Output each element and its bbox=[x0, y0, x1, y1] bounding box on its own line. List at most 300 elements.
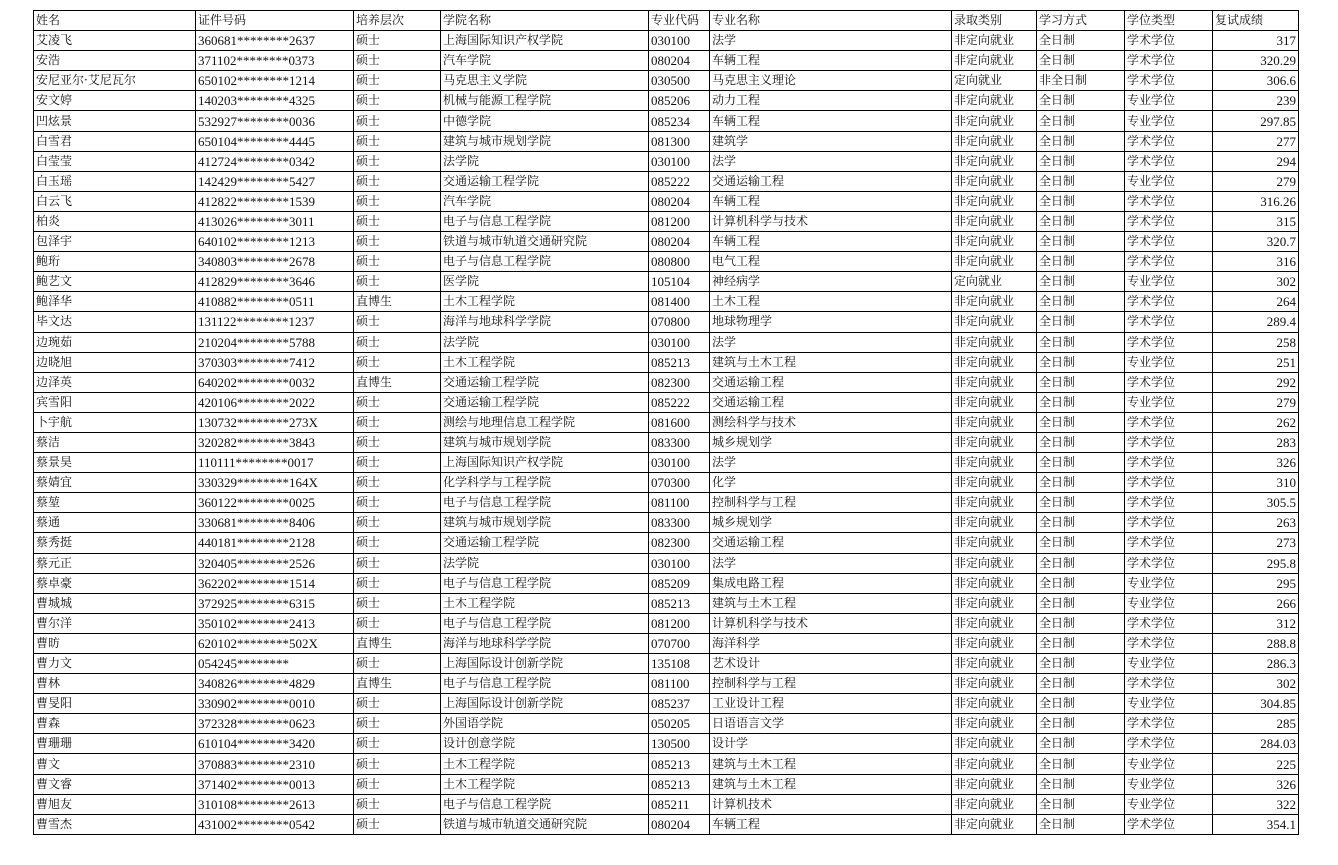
table-row bbox=[34, 332, 1299, 352]
cell-admission-type: 非定向就业 bbox=[952, 573, 1037, 593]
cell-major-name: 交通运输工程 bbox=[710, 171, 952, 191]
cell-degree-type: 专业学位 bbox=[1125, 392, 1213, 412]
cell-major-name: 城乡规划学 bbox=[710, 513, 952, 533]
cell-level: 硕士 bbox=[354, 171, 441, 191]
cell-major-code: 030100 bbox=[649, 453, 710, 473]
cell-study-mode: 全日制 bbox=[1037, 754, 1125, 774]
cell-name: 白云飞 bbox=[34, 191, 196, 211]
cell-level: 硕士 bbox=[354, 533, 441, 553]
cell-major-code: 135108 bbox=[649, 654, 710, 674]
cell-major-code: 083300 bbox=[649, 432, 710, 452]
header-college: 学院名称 bbox=[441, 11, 649, 31]
cell-level: 硕士 bbox=[354, 553, 441, 573]
cell-study-mode: 全日制 bbox=[1037, 191, 1125, 211]
cell-level: 硕士 bbox=[354, 453, 441, 473]
cell-college: 测绘与地理信息工程学院 bbox=[441, 412, 649, 432]
table-row bbox=[34, 513, 1299, 533]
cell-major-code: 081600 bbox=[649, 412, 710, 432]
cell-major-code: 080204 bbox=[649, 814, 710, 834]
cell-level: 硕士 bbox=[354, 272, 441, 292]
table-row bbox=[34, 151, 1299, 171]
cell-college: 交通运输工程学院 bbox=[441, 171, 649, 191]
cell-id-number: 413026********3011 bbox=[196, 211, 354, 231]
cell-college: 法学院 bbox=[441, 151, 649, 171]
cell-college: 上海国际设计创新学院 bbox=[441, 694, 649, 714]
cell-name: 曹城城 bbox=[34, 593, 196, 613]
cell-score: 317 bbox=[1213, 31, 1299, 51]
cell-id-number: 131122********1237 bbox=[196, 312, 354, 332]
cell-degree-type: 学术学位 bbox=[1125, 674, 1213, 694]
table-row bbox=[34, 593, 1299, 613]
cell-admission-type: 非定向就业 bbox=[952, 91, 1037, 111]
cell-id-number: 371402********0013 bbox=[196, 774, 354, 794]
cell-level: 硕士 bbox=[354, 211, 441, 231]
table-row bbox=[34, 613, 1299, 633]
table-row bbox=[34, 654, 1299, 674]
cell-name: 卜宇航 bbox=[34, 412, 196, 432]
cell-score: 297.85 bbox=[1213, 111, 1299, 131]
cell-major-name: 土木工程 bbox=[710, 292, 952, 312]
cell-admission-type: 非定向就业 bbox=[952, 232, 1037, 252]
cell-score: 263 bbox=[1213, 513, 1299, 533]
cell-score: 277 bbox=[1213, 131, 1299, 151]
table-row bbox=[34, 312, 1299, 332]
cell-major-name: 建筑学 bbox=[710, 131, 952, 151]
cell-name: 曹旭友 bbox=[34, 794, 196, 814]
cell-admission-type: 非定向就业 bbox=[952, 171, 1037, 191]
cell-study-mode: 全日制 bbox=[1037, 794, 1125, 814]
cell-admission-type: 非定向就业 bbox=[952, 633, 1037, 653]
cell-admission-type: 非定向就业 bbox=[952, 814, 1037, 834]
cell-major-code: 070700 bbox=[649, 633, 710, 653]
cell-id-number: 412724********0342 bbox=[196, 151, 354, 171]
cell-college: 法学院 bbox=[441, 332, 649, 352]
cell-id-number: 054245******** bbox=[196, 654, 354, 674]
cell-degree-type: 学术学位 bbox=[1125, 473, 1213, 493]
cell-study-mode: 全日制 bbox=[1037, 171, 1125, 191]
cell-score: 316.26 bbox=[1213, 191, 1299, 211]
cell-major-code: 085211 bbox=[649, 794, 710, 814]
cell-college: 化学科学与工程学院 bbox=[441, 473, 649, 493]
table-row bbox=[34, 232, 1299, 252]
cell-major-name: 建筑与土木工程 bbox=[710, 754, 952, 774]
cell-name: 蔡景昊 bbox=[34, 453, 196, 473]
cell-name: 柏炎 bbox=[34, 211, 196, 231]
cell-admission-type: 非定向就业 bbox=[952, 734, 1037, 754]
cell-id-number: 360122********0025 bbox=[196, 493, 354, 513]
cell-major-name: 艺术设计 bbox=[710, 654, 952, 674]
cell-name: 蔡秀挺 bbox=[34, 533, 196, 553]
cell-score: 326 bbox=[1213, 774, 1299, 794]
cell-score: 225 bbox=[1213, 754, 1299, 774]
table-row bbox=[34, 714, 1299, 734]
cell-score: 258 bbox=[1213, 332, 1299, 352]
cell-admission-type: 非定向就业 bbox=[952, 332, 1037, 352]
cell-major-code: 030100 bbox=[649, 332, 710, 352]
cell-major-name: 建筑与土木工程 bbox=[710, 774, 952, 794]
cell-study-mode: 全日制 bbox=[1037, 31, 1125, 51]
cell-college: 电子与信息工程学院 bbox=[441, 674, 649, 694]
cell-study-mode: 全日制 bbox=[1037, 272, 1125, 292]
cell-level: 硕士 bbox=[354, 714, 441, 734]
cell-name: 曹雪杰 bbox=[34, 814, 196, 834]
cell-name: 宾雪阳 bbox=[34, 392, 196, 412]
cell-name: 曹森 bbox=[34, 714, 196, 734]
cell-college: 法学院 bbox=[441, 553, 649, 573]
cell-admission-type: 非定向就业 bbox=[952, 292, 1037, 312]
cell-major-code: 070800 bbox=[649, 312, 710, 332]
cell-score: 288.8 bbox=[1213, 633, 1299, 653]
cell-id-number: 650104********4445 bbox=[196, 131, 354, 151]
table-row bbox=[34, 754, 1299, 774]
cell-college: 土木工程学院 bbox=[441, 754, 649, 774]
cell-major-code: 085237 bbox=[649, 694, 710, 714]
cell-major-code: 085213 bbox=[649, 774, 710, 794]
cell-admission-type: 非定向就业 bbox=[952, 131, 1037, 151]
header-admission-type: 录取类别 bbox=[952, 11, 1037, 31]
cell-study-mode: 全日制 bbox=[1037, 513, 1125, 533]
cell-admission-type: 非定向就业 bbox=[952, 493, 1037, 513]
cell-study-mode: 全日制 bbox=[1037, 814, 1125, 834]
cell-major-code: 030100 bbox=[649, 151, 710, 171]
cell-college: 土木工程学院 bbox=[441, 593, 649, 613]
cell-score: 320.29 bbox=[1213, 51, 1299, 71]
cell-major-name: 工业设计工程 bbox=[710, 694, 952, 714]
cell-study-mode: 全日制 bbox=[1037, 593, 1125, 613]
cell-college: 上海国际知识产权学院 bbox=[441, 31, 649, 51]
cell-level: 硕士 bbox=[354, 392, 441, 412]
cell-level: 硕士 bbox=[354, 493, 441, 513]
cell-name: 安文婷 bbox=[34, 91, 196, 111]
table-row bbox=[34, 352, 1299, 372]
cell-college: 电子与信息工程学院 bbox=[441, 794, 649, 814]
cell-major-name: 地球物理学 bbox=[710, 312, 952, 332]
cell-study-mode: 全日制 bbox=[1037, 392, 1125, 412]
cell-major-name: 动力工程 bbox=[710, 91, 952, 111]
cell-id-number: 610104********3420 bbox=[196, 734, 354, 754]
cell-study-mode: 全日制 bbox=[1037, 332, 1125, 352]
cell-degree-type: 学术学位 bbox=[1125, 252, 1213, 272]
cell-level: 直博生 bbox=[354, 372, 441, 392]
cell-degree-type: 专业学位 bbox=[1125, 774, 1213, 794]
cell-level: 硕士 bbox=[354, 191, 441, 211]
cell-study-mode: 全日制 bbox=[1037, 352, 1125, 372]
cell-id-number: 640102********1213 bbox=[196, 232, 354, 252]
cell-admission-type: 非定向就业 bbox=[952, 754, 1037, 774]
cell-degree-type: 学术学位 bbox=[1125, 633, 1213, 653]
cell-id-number: 320405********2526 bbox=[196, 553, 354, 573]
cell-admission-type: 非定向就业 bbox=[952, 151, 1037, 171]
cell-study-mode: 全日制 bbox=[1037, 734, 1125, 754]
cell-major-code: 030100 bbox=[649, 31, 710, 51]
cell-admission-type: 定向就业 bbox=[952, 71, 1037, 91]
cell-college: 建筑与城市规划学院 bbox=[441, 432, 649, 452]
cell-study-mode: 全日制 bbox=[1037, 613, 1125, 633]
cell-admission-type: 非定向就业 bbox=[952, 111, 1037, 131]
cell-score: 285 bbox=[1213, 714, 1299, 734]
admission-table bbox=[33, 10, 1299, 835]
cell-degree-type: 学术学位 bbox=[1125, 734, 1213, 754]
cell-college: 土木工程学院 bbox=[441, 352, 649, 372]
cell-admission-type: 非定向就业 bbox=[952, 613, 1037, 633]
table-row bbox=[34, 71, 1299, 91]
cell-score: 266 bbox=[1213, 593, 1299, 613]
cell-major-name: 设计学 bbox=[710, 734, 952, 754]
cell-college: 中德学院 bbox=[441, 111, 649, 131]
cell-score: 310 bbox=[1213, 473, 1299, 493]
cell-major-code: 081200 bbox=[649, 613, 710, 633]
cell-major-code: 130500 bbox=[649, 734, 710, 754]
cell-college: 电子与信息工程学院 bbox=[441, 573, 649, 593]
cell-id-number: 142429********5427 bbox=[196, 171, 354, 191]
cell-id-number: 420106********2022 bbox=[196, 392, 354, 412]
cell-study-mode: 全日制 bbox=[1037, 493, 1125, 513]
cell-level: 硕士 bbox=[354, 513, 441, 533]
cell-college: 电子与信息工程学院 bbox=[441, 252, 649, 272]
cell-name: 曹尔洋 bbox=[34, 613, 196, 633]
cell-id-number: 440181********2128 bbox=[196, 533, 354, 553]
cell-major-name: 电气工程 bbox=[710, 252, 952, 272]
cell-degree-type: 专业学位 bbox=[1125, 593, 1213, 613]
cell-degree-type: 专业学位 bbox=[1125, 794, 1213, 814]
cell-id-number: 140203********4325 bbox=[196, 91, 354, 111]
cell-level: 硕士 bbox=[354, 774, 441, 794]
cell-major-code: 070300 bbox=[649, 473, 710, 493]
cell-college: 建筑与城市规划学院 bbox=[441, 513, 649, 533]
cell-name: 曹力文 bbox=[34, 654, 196, 674]
cell-name: 曹文睿 bbox=[34, 774, 196, 794]
cell-admission-type: 非定向就业 bbox=[952, 553, 1037, 573]
table-row bbox=[34, 372, 1299, 392]
cell-id-number: 330329********164X bbox=[196, 473, 354, 493]
cell-college: 海洋与地球科学学院 bbox=[441, 633, 649, 653]
cell-name: 艾凌飞 bbox=[34, 31, 196, 51]
header-degree-type: 学位类型 bbox=[1125, 11, 1213, 31]
table-row bbox=[34, 292, 1299, 312]
cell-degree-type: 学术学位 bbox=[1125, 814, 1213, 834]
table-row bbox=[34, 91, 1299, 111]
cell-college: 土木工程学院 bbox=[441, 292, 649, 312]
cell-admission-type: 非定向就业 bbox=[952, 714, 1037, 734]
table-row bbox=[34, 51, 1299, 71]
cell-level: 直博生 bbox=[354, 633, 441, 653]
cell-degree-type: 学术学位 bbox=[1125, 31, 1213, 51]
cell-score: 239 bbox=[1213, 91, 1299, 111]
cell-major-code: 085213 bbox=[649, 754, 710, 774]
cell-major-name: 车辆工程 bbox=[710, 111, 952, 131]
cell-level: 硕士 bbox=[354, 232, 441, 252]
cell-major-code: 082300 bbox=[649, 372, 710, 392]
cell-admission-type: 非定向就业 bbox=[952, 794, 1037, 814]
cell-study-mode: 全日制 bbox=[1037, 573, 1125, 593]
cell-level: 硕士 bbox=[354, 131, 441, 151]
cell-name: 蔡卓豪 bbox=[34, 573, 196, 593]
cell-major-code: 030100 bbox=[649, 553, 710, 573]
cell-level: 硕士 bbox=[354, 794, 441, 814]
cell-id-number: 640202********0032 bbox=[196, 372, 354, 392]
cell-major-code: 105104 bbox=[649, 272, 710, 292]
cell-major-name: 测绘科学与技术 bbox=[710, 412, 952, 432]
cell-major-name: 交通运输工程 bbox=[710, 533, 952, 553]
cell-major-name: 计算机科学与技术 bbox=[710, 613, 952, 633]
header-level: 培养层次 bbox=[354, 11, 441, 31]
cell-college: 外国语学院 bbox=[441, 714, 649, 734]
cell-degree-type: 学术学位 bbox=[1125, 131, 1213, 151]
cell-major-code: 085213 bbox=[649, 352, 710, 372]
cell-score: 295.8 bbox=[1213, 553, 1299, 573]
table-row bbox=[34, 694, 1299, 714]
cell-score: 264 bbox=[1213, 292, 1299, 312]
cell-college: 电子与信息工程学院 bbox=[441, 613, 649, 633]
cell-college: 电子与信息工程学院 bbox=[441, 493, 649, 513]
cell-id-number: 412829********3646 bbox=[196, 272, 354, 292]
cell-major-code: 085234 bbox=[649, 111, 710, 131]
cell-major-code: 080204 bbox=[649, 232, 710, 252]
table-row bbox=[34, 814, 1299, 834]
cell-major-code: 080204 bbox=[649, 51, 710, 71]
cell-degree-type: 学术学位 bbox=[1125, 292, 1213, 312]
cell-score: 304.85 bbox=[1213, 694, 1299, 714]
cell-score: 286.3 bbox=[1213, 654, 1299, 674]
cell-score: 315 bbox=[1213, 211, 1299, 231]
cell-id-number: 372328********0623 bbox=[196, 714, 354, 734]
cell-college: 上海国际设计创新学院 bbox=[441, 654, 649, 674]
cell-study-mode: 全日制 bbox=[1037, 453, 1125, 473]
cell-degree-type: 专业学位 bbox=[1125, 91, 1213, 111]
cell-degree-type: 学术学位 bbox=[1125, 493, 1213, 513]
cell-study-mode: 全日制 bbox=[1037, 694, 1125, 714]
cell-score: 289.4 bbox=[1213, 312, 1299, 332]
cell-admission-type: 非定向就业 bbox=[952, 412, 1037, 432]
cell-degree-type: 学术学位 bbox=[1125, 332, 1213, 352]
cell-admission-type: 非定向就业 bbox=[952, 674, 1037, 694]
cell-major-name: 控制科学与工程 bbox=[710, 493, 952, 513]
cell-degree-type: 专业学位 bbox=[1125, 111, 1213, 131]
cell-name: 蔡元正 bbox=[34, 553, 196, 573]
cell-study-mode: 全日制 bbox=[1037, 654, 1125, 674]
cell-name: 白玉瑶 bbox=[34, 171, 196, 191]
cell-degree-type: 学术学位 bbox=[1125, 533, 1213, 553]
cell-major-name: 建筑与土木工程 bbox=[710, 593, 952, 613]
cell-level: 硕士 bbox=[354, 412, 441, 432]
cell-id-number: 370303********7412 bbox=[196, 352, 354, 372]
cell-id-number: 330902********0010 bbox=[196, 694, 354, 714]
cell-score: 295 bbox=[1213, 573, 1299, 593]
cell-id-number: 650102********1214 bbox=[196, 71, 354, 91]
cell-degree-type: 学术学位 bbox=[1125, 51, 1213, 71]
cell-degree-type: 学术学位 bbox=[1125, 151, 1213, 171]
cell-degree-type: 专业学位 bbox=[1125, 171, 1213, 191]
cell-major-name: 集成电路工程 bbox=[710, 573, 952, 593]
cell-degree-type: 专业学位 bbox=[1125, 352, 1213, 372]
cell-name: 曹旻阳 bbox=[34, 694, 196, 714]
cell-level: 硕士 bbox=[354, 71, 441, 91]
cell-study-mode: 全日制 bbox=[1037, 211, 1125, 231]
cell-admission-type: 非定向就业 bbox=[952, 654, 1037, 674]
header-major-code: 专业代码 bbox=[649, 11, 710, 31]
cell-major-code: 083300 bbox=[649, 513, 710, 533]
cell-level: 直博生 bbox=[354, 292, 441, 312]
cell-study-mode: 全日制 bbox=[1037, 252, 1125, 272]
cell-score: 283 bbox=[1213, 432, 1299, 452]
cell-major-name: 法学 bbox=[710, 31, 952, 51]
cell-admission-type: 非定向就业 bbox=[952, 352, 1037, 372]
cell-major-code: 081100 bbox=[649, 493, 710, 513]
cell-study-mode: 全日制 bbox=[1037, 432, 1125, 452]
cell-study-mode: 全日制 bbox=[1037, 91, 1125, 111]
cell-major-code: 081200 bbox=[649, 211, 710, 231]
cell-id-number: 410882********0511 bbox=[196, 292, 354, 312]
header-score: 复试成绩 bbox=[1213, 11, 1299, 31]
cell-study-mode: 全日制 bbox=[1037, 111, 1125, 131]
cell-score: 316 bbox=[1213, 252, 1299, 272]
cell-admission-type: 非定向就业 bbox=[952, 392, 1037, 412]
cell-major-code: 085222 bbox=[649, 392, 710, 412]
cell-name: 蔡通 bbox=[34, 513, 196, 533]
cell-study-mode: 全日制 bbox=[1037, 412, 1125, 432]
cell-study-mode: 全日制 bbox=[1037, 292, 1125, 312]
cell-name: 边琬茹 bbox=[34, 332, 196, 352]
cell-college: 铁道与城市轨道交通研究院 bbox=[441, 814, 649, 834]
cell-admission-type: 非定向就业 bbox=[952, 774, 1037, 794]
cell-id-number: 370883********2310 bbox=[196, 754, 354, 774]
cell-level: 硕士 bbox=[354, 432, 441, 452]
cell-admission-type: 非定向就业 bbox=[952, 593, 1037, 613]
cell-level: 硕士 bbox=[354, 694, 441, 714]
cell-name: 鲍珩 bbox=[34, 252, 196, 272]
cell-name: 包泽宇 bbox=[34, 232, 196, 252]
cell-admission-type: 非定向就业 bbox=[952, 473, 1037, 493]
cell-college: 建筑与城市规划学院 bbox=[441, 131, 649, 151]
cell-id-number: 532927********0036 bbox=[196, 111, 354, 131]
cell-level: 硕士 bbox=[354, 151, 441, 171]
table-row bbox=[34, 794, 1299, 814]
cell-degree-type: 专业学位 bbox=[1125, 694, 1213, 714]
cell-major-name: 法学 bbox=[710, 453, 952, 473]
cell-major-code: 081100 bbox=[649, 674, 710, 694]
table-row bbox=[34, 171, 1299, 191]
cell-college: 汽车学院 bbox=[441, 191, 649, 211]
cell-major-name: 建筑与土木工程 bbox=[710, 352, 952, 372]
cell-name: 鲍艺文 bbox=[34, 272, 196, 292]
cell-admission-type: 非定向就业 bbox=[952, 51, 1037, 71]
cell-level: 硕士 bbox=[354, 754, 441, 774]
cell-degree-type: 学术学位 bbox=[1125, 232, 1213, 252]
cell-major-name: 海洋科学 bbox=[710, 633, 952, 653]
cell-study-mode: 全日制 bbox=[1037, 473, 1125, 493]
table-row bbox=[34, 131, 1299, 151]
cell-name: 曹林 bbox=[34, 674, 196, 694]
cell-admission-type: 非定向就业 bbox=[952, 432, 1037, 452]
cell-major-code: 081400 bbox=[649, 292, 710, 312]
table-row bbox=[34, 252, 1299, 272]
cell-id-number: 431002********0542 bbox=[196, 814, 354, 834]
cell-major-name: 车辆工程 bbox=[710, 191, 952, 211]
cell-level: 硕士 bbox=[354, 573, 441, 593]
table-row bbox=[34, 734, 1299, 754]
cell-major-code: 030500 bbox=[649, 71, 710, 91]
cell-name: 边晓旭 bbox=[34, 352, 196, 372]
cell-admission-type: 非定向就业 bbox=[952, 513, 1037, 533]
cell-name: 曹昉 bbox=[34, 633, 196, 653]
cell-major-name: 车辆工程 bbox=[710, 232, 952, 252]
cell-study-mode: 非全日制 bbox=[1037, 71, 1125, 91]
cell-name: 凹炫景 bbox=[34, 111, 196, 131]
cell-major-code: 085209 bbox=[649, 573, 710, 593]
table-row bbox=[34, 493, 1299, 513]
cell-major-name: 马克思主义理论 bbox=[710, 71, 952, 91]
cell-major-name: 计算机技术 bbox=[710, 794, 952, 814]
